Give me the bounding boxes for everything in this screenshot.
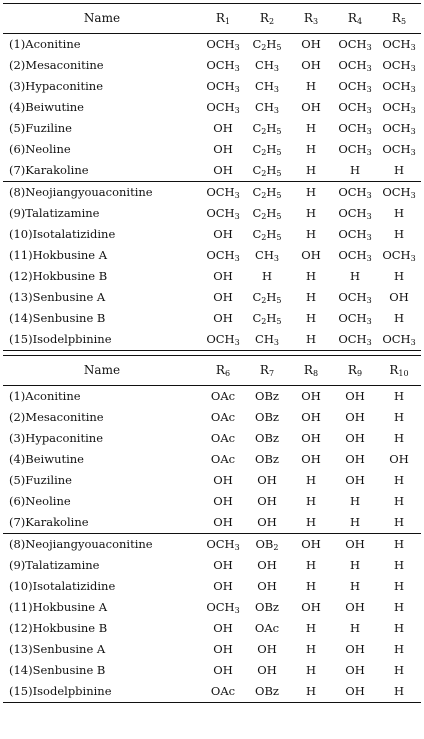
substituent-cell: H: [305, 494, 317, 508]
substituent-cell: $OCH_3$: [333, 182, 377, 204]
compound-name-cell: (5)Fuziline: [9, 473, 72, 487]
substituent-cell: OAc: [210, 431, 236, 445]
substituent-cell: OH: [389, 452, 409, 466]
substituent-cell: $OCH_3$: [382, 142, 416, 157]
compound-name-cell: (8)Neojiangyouaconitine: [3, 534, 201, 556]
substituent-cell: $OCH_3$: [206, 100, 240, 115]
header-name: Name: [3, 4, 201, 34]
header-r7: $R_7$: [245, 356, 289, 386]
substituent-cell: H: [393, 621, 405, 635]
substituent-cell: $OCH_3$: [377, 182, 421, 204]
substituent-cell: $C_2H_5$: [252, 163, 282, 178]
table-row: [3, 55, 421, 76]
substituent-cell: $OCH_3$: [206, 248, 240, 263]
substituent-cell: $OCH_3$: [201, 182, 245, 204]
substituent-cell: OH: [213, 227, 233, 241]
compound-name-cell: (12)Hokbusine B: [9, 269, 108, 283]
table-header-row: [3, 4, 421, 34]
substituent-cell: H: [349, 494, 361, 508]
substituent-cell: H: [349, 579, 361, 593]
substituent-cell: OH: [345, 642, 365, 656]
compound-name-cell: (12)Hokbusine B: [9, 621, 108, 635]
substituent-cell: $OCH_3$: [338, 227, 372, 242]
substituent-cell: $OCH_3$: [206, 58, 240, 73]
substituent-cell: OH: [213, 558, 233, 572]
table-row: [3, 660, 421, 681]
table-row: [3, 512, 421, 534]
table-row: [3, 182, 421, 204]
substituent-cell: OH: [213, 142, 233, 156]
table-row: [3, 266, 421, 287]
table-row: [3, 576, 421, 597]
substituent-cell: OH: [345, 410, 365, 424]
substituent-cell: $CH_3$: [245, 329, 289, 351]
substituent-cell: $OCH_3$: [338, 58, 372, 73]
table-row: [3, 470, 421, 491]
substituent-cell: OH: [301, 600, 321, 614]
header-r5: $R_5$: [377, 4, 421, 34]
substituent-cell: OH: [257, 494, 277, 508]
substituent-cell: OBz: [255, 452, 279, 466]
substituent-cell: OBz: [255, 431, 279, 445]
substituent-cell: OH: [213, 163, 233, 177]
compound-name-cell: (5)Fuziline: [9, 121, 72, 135]
table-row: [3, 639, 421, 660]
table-row: [3, 386, 421, 408]
substituent-cell: OH: [301, 410, 321, 424]
substituent-cell: OBz: [255, 600, 279, 614]
header-r2: $R_2$: [245, 4, 289, 34]
substituent-cell: OH: [345, 431, 365, 445]
table-body: [3, 386, 421, 703]
compound-name-cell: (6)Neoline: [9, 494, 71, 508]
substituent-cell: H: [305, 163, 317, 177]
substituent-cell: OBz: [245, 681, 289, 703]
substituent-cell: OAc: [254, 621, 280, 635]
substituent-cell: $CH_3$: [255, 248, 279, 263]
substituent-cell: OAc: [210, 452, 236, 466]
substituent-cell: OH: [213, 473, 233, 487]
substituent-cell: H: [305, 642, 317, 656]
substituent-cell: H: [393, 389, 405, 403]
substituent-cell: OH: [301, 100, 321, 114]
compound-name-cell: (14)Senbusine B: [9, 663, 106, 677]
substituent-cell: $C_2H_5$: [252, 311, 282, 326]
compound-name-cell: (7)Karakoline: [9, 515, 89, 529]
substituent-cell: H: [393, 558, 405, 572]
table-row: [3, 597, 421, 618]
substituent-cell: $OCH_3$: [206, 79, 240, 94]
substituent-cell: OH: [345, 389, 365, 403]
substituent-cell: $OCH_3$: [377, 329, 421, 351]
table-row: [3, 139, 421, 160]
table-row: [3, 428, 421, 449]
table-row: [3, 491, 421, 512]
substituent-cell: OH: [213, 642, 233, 656]
substituent-cell: H: [305, 663, 317, 677]
compound-name-cell: (6)Neoline: [9, 142, 71, 156]
substituent-cell: $OCH_3$: [338, 100, 372, 115]
substituent-cell: OH: [257, 515, 277, 529]
table-header-row: [3, 356, 421, 386]
substituent-cell: H: [393, 473, 405, 487]
substituent-cell: OH: [301, 431, 321, 445]
substituent-cell: $OCH_3$: [338, 121, 372, 136]
substituent-cell: $OCH_3$: [338, 142, 372, 157]
substituent-cell: $OCH_3$: [382, 121, 416, 136]
substituent-cell: H: [305, 142, 317, 156]
compound-name-cell: (3)Hypaconitine: [9, 79, 103, 93]
compound-name-cell: (9)Talatizamine: [9, 558, 100, 572]
substituent-cell: $CH_3$: [255, 58, 279, 73]
substituent-cell: H: [393, 494, 405, 508]
substituent-cell: OH: [333, 681, 377, 703]
substituent-cell: H: [393, 163, 405, 177]
substituent-cell: OH: [301, 58, 321, 72]
table-row: [3, 287, 421, 308]
substituent-cell: $OCH_3$: [201, 329, 245, 351]
substituent-cell: OH: [213, 663, 233, 677]
header-r6: $R_6$: [201, 356, 245, 386]
substituent-cell: $C_2H_5$: [252, 142, 282, 157]
substituent-cell: H: [305, 206, 317, 220]
header-r4: $R_4$: [333, 4, 377, 34]
compound-name-cell: (3)Hypaconitine: [9, 431, 103, 445]
substituent-cell: $OCH_3$: [338, 79, 372, 94]
substituent-cell: H: [305, 227, 317, 241]
substituent-cell: OH: [301, 248, 321, 262]
header-r3: $R_3$: [289, 4, 333, 34]
compound-name-cell: (2)Mesaconitine: [9, 58, 104, 72]
substituent-cell: $CH_3$: [255, 100, 279, 115]
substituent-cell: OH: [301, 389, 321, 403]
compound-name-cell: (10)Isotalatizidine: [9, 227, 116, 241]
substituent-cell: OH: [257, 473, 277, 487]
substituent-cell: H: [393, 579, 405, 593]
substituent-cell: $OCH_3$: [382, 58, 416, 73]
substituent-cell: OBz: [255, 389, 279, 403]
compound-name-cell: (15)Isodelpbinine: [3, 329, 201, 351]
substituent-table-r6-r10: [3, 355, 421, 703]
substituent-cell: H: [305, 311, 317, 325]
table-row: [3, 534, 421, 556]
substituent-cell: H: [393, 269, 405, 283]
substituent-cell: $OCH_3$: [338, 311, 372, 326]
substituent-cell: $C_2H_5$: [252, 121, 282, 136]
substituent-cell: H: [349, 515, 361, 529]
substituent-cell: OH: [257, 663, 277, 677]
substituent-cell: H: [393, 410, 405, 424]
substituent-cell: H: [393, 431, 405, 445]
substituent-cell: $C_2H_5$: [252, 227, 282, 242]
substituent-cell: $OCH_3$: [206, 600, 240, 615]
substituent-cell: H: [305, 579, 317, 593]
substituent-cell: OH: [389, 290, 409, 304]
substituent-cell: H: [305, 79, 317, 93]
substituent-cell: OH: [213, 121, 233, 135]
header-r10: $R_{10}$: [377, 356, 421, 386]
compound-name-cell: (7)Karakoline: [9, 163, 89, 177]
substituent-cell: $C_2H_5$: [252, 37, 282, 52]
substituent-cell: $OB_2$: [245, 534, 289, 556]
header-name: Name: [3, 356, 201, 386]
substituent-cell: H: [349, 558, 361, 572]
table-body: [3, 34, 421, 351]
substituent-cell: H: [305, 515, 317, 529]
substituent-cell: OH: [213, 621, 233, 635]
substituent-cell: $C_2H_5$: [252, 290, 282, 305]
compound-name-cell: (4)Beiwutine: [9, 452, 84, 466]
compound-name-cell: (4)Beiwutine: [9, 100, 84, 114]
substituent-cell: H: [393, 663, 405, 677]
substituent-cell: OBz: [255, 410, 279, 424]
substituent-cell: H: [305, 558, 317, 572]
substituent-cell: H: [393, 642, 405, 656]
substituent-cell: OH: [289, 534, 333, 556]
substituent-cell: OH: [257, 642, 277, 656]
substituent-cell: OH: [301, 452, 321, 466]
compound-name-cell: (13)Senbusine A: [9, 290, 106, 304]
substituent-cell: H: [377, 534, 421, 556]
table-row: [3, 329, 421, 351]
substituent-cell: H: [377, 681, 421, 703]
compound-name-cell: (13)Senbusine A: [9, 642, 106, 656]
table-row: [3, 76, 421, 97]
substituent-cell: $OCH_3$: [338, 206, 372, 221]
substituent-cell: $C_2H_5$: [245, 182, 289, 204]
compound-name-cell: (1)Aconitine: [9, 389, 81, 403]
header-r1: $R_1$: [201, 4, 245, 34]
substituent-cell: OH: [213, 269, 233, 283]
compound-name-cell: (14)Senbusine B: [9, 311, 106, 325]
substituent-cell: $CH_3$: [255, 79, 279, 94]
substituent-cell: OH: [301, 37, 321, 51]
table-row: [3, 618, 421, 639]
substituent-cell: OAc: [201, 681, 245, 703]
substituent-cell: OH: [213, 311, 233, 325]
substituent-cell: OH: [345, 452, 365, 466]
header-r8: $R_8$: [289, 356, 333, 386]
compound-name-cell: (10)Isotalatizidine: [9, 579, 116, 593]
page: [0, 3, 424, 739]
substituent-cell: $OCH_3$: [382, 79, 416, 94]
substituent-cell: H: [393, 311, 405, 325]
substituent-cell: $OCH_3$: [338, 248, 372, 263]
substituent-cell: OH: [333, 534, 377, 556]
compound-name-cell: (8)Neojiangyouaconitine: [3, 182, 201, 204]
substituent-cell: $OCH_3$: [206, 37, 240, 52]
substituent-cell: H: [393, 515, 405, 529]
substituent-cell: H: [305, 473, 317, 487]
substituent-cell: H: [289, 329, 333, 351]
table-row: [3, 407, 421, 428]
substituent-cell: H: [349, 621, 361, 635]
substituent-cell: OH: [213, 290, 233, 304]
table-row: [3, 681, 421, 703]
table-row: [3, 118, 421, 139]
compound-name-cell: (1)Aconitine: [9, 37, 81, 51]
substituent-cell: OH: [257, 579, 277, 593]
substituent-cell: $OCH_3$: [338, 37, 372, 52]
table-row: [3, 555, 421, 576]
substituent-cell: H: [305, 621, 317, 635]
compound-name-cell: (11)Hokbusine A: [9, 248, 108, 262]
substituent-cell: OH: [213, 579, 233, 593]
table-row: [3, 308, 421, 329]
table-row: [3, 449, 421, 470]
compound-name-cell: (9)Talatizamine: [9, 206, 100, 220]
substituent-cell: OH: [213, 494, 233, 508]
table-row: [3, 34, 421, 56]
substituent-cell: H: [349, 163, 361, 177]
compound-name-cell: (11)Hokbusine A: [9, 600, 108, 614]
substituent-cell: H: [305, 269, 317, 283]
substituent-cell: $OCH_3$: [333, 329, 377, 351]
compound-name-cell: (2)Mesaconitine: [9, 410, 104, 424]
substituent-cell: H: [289, 182, 333, 204]
substituent-cell: OH: [345, 663, 365, 677]
substituent-cell: $OCH_3$: [201, 534, 245, 556]
substituent-cell: H: [393, 227, 405, 241]
substituent-cell: H: [305, 121, 317, 135]
header-r9: $R_9$: [333, 356, 377, 386]
substituent-cell: H: [261, 269, 273, 283]
substituent-cell: $OCH_3$: [382, 37, 416, 52]
substituent-cell: H: [305, 290, 317, 304]
substituent-cell: OH: [213, 515, 233, 529]
substituent-cell: $OCH_3$: [206, 206, 240, 221]
table-row: [3, 245, 421, 266]
substituent-cell: OH: [257, 558, 277, 572]
substituent-table-r1-r5: [3, 3, 421, 351]
substituent-cell: $OCH_3$: [382, 248, 416, 263]
substituent-cell: $C_2H_5$: [252, 206, 282, 221]
substituent-cell: OAc: [210, 410, 236, 424]
substituent-cell: OH: [345, 600, 365, 614]
table-row: [3, 203, 421, 224]
substituent-cell: H: [393, 206, 405, 220]
substituent-cell: OH: [345, 473, 365, 487]
substituent-cell: $OCH_3$: [338, 290, 372, 305]
substituent-cell: H: [349, 269, 361, 283]
substituent-cell: $OCH_3$: [382, 100, 416, 115]
substituent-cell: H: [289, 681, 333, 703]
table-row: [3, 224, 421, 245]
compound-name-cell: (15)Isodelpbinine: [3, 681, 201, 703]
substituent-cell: OAc: [210, 389, 236, 403]
table-row: [3, 97, 421, 118]
substituent-cell: H: [393, 600, 405, 614]
table-row: [3, 160, 421, 182]
